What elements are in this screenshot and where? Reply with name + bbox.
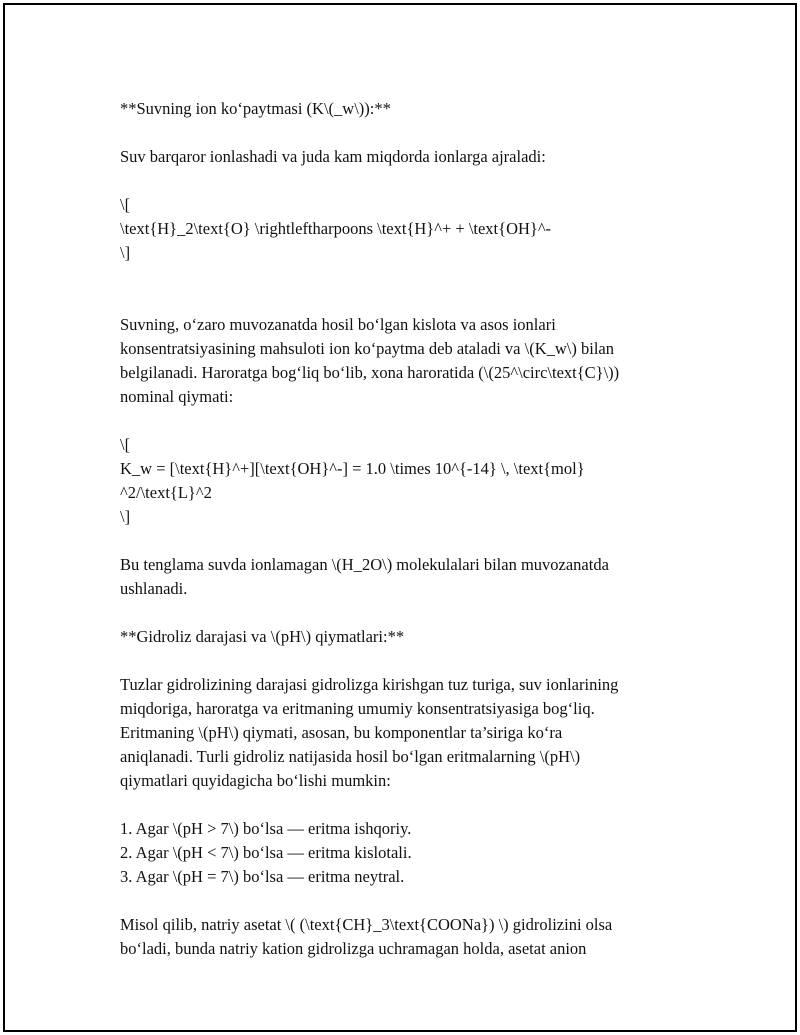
list-item: 1. Agar \(pH > 7\) bo‘lsa — eritma ishqoriy. <box>120 819 412 838</box>
section-heading: **Gidroliz darajasi va \(pH\) qiymatlari:** <box>120 627 405 646</box>
paragraph-line: Suvning, o‘zaro muvozanatda hosil bo‘lgan kislota va asos ionlari <box>120 315 556 334</box>
paragraph-line: bo‘ladi, bunda natriy kation gidrolizga uchramagan holda, asetat anion <box>120 939 587 958</box>
spacer <box>120 289 700 313</box>
list-item: 3. Agar \(pH = 7\) bo‘lsa — eritma neytral. <box>120 867 405 886</box>
paragraph-line: Bu tenglama suvda ionlamagan \(H_2O\) molekulalari bilan muvozanatda <box>120 555 609 574</box>
paragraph-line: konsentratsiyasining mahsuloti ion ko‘paytma deb ataladi va \(K_w\) bilan <box>120 339 614 358</box>
equation-line: \[ <box>120 435 131 454</box>
paragraph-line: nominal qiymati: <box>120 387 234 406</box>
paragraph-line: belgilanadi. Haroratga bog‘liq bo‘lib, xona haroratida (\(25^\circ\text{C}\)) <box>120 363 620 382</box>
spacer <box>120 121 700 145</box>
spacer <box>120 601 700 625</box>
equation-line: \] <box>120 507 131 526</box>
paragraph-line: Misol qilib, natriy asetat \( (\text{CH}_3\text{COONa}) \) gidrolizini olsa <box>120 915 613 934</box>
spacer <box>120 265 700 289</box>
spacer <box>120 529 700 553</box>
paragraph-line: Suv barqaror ionlashadi va juda kam miqdorda ionlarga ajraladi: <box>120 147 546 166</box>
equation-line: \[ <box>120 195 131 214</box>
paragraph-line: aniqlanadi. Turli gidroliz natijasida hosil bo‘lgan eritmalarning \(pH\) <box>120 747 581 766</box>
document-body <box>120 97 700 961</box>
paragraph-line: Tuzlar gidrolizining darajasi gidrolizga kirishgan tuz turiga, suv ionlarining <box>120 675 619 694</box>
paragraph-line: Eritmaning \(pH\) qiymati, asosan, bu komponentlar ta’siriga ko‘ra <box>120 723 563 742</box>
spacer <box>120 793 700 817</box>
paragraph-line: qiymatlari quyidagicha bo‘lishi mumkin: <box>120 771 391 790</box>
equation-line: K_w = [\text{H}^+][\text{OH}^-] = 1.0 \times 10^{-14} \, \text{mol} <box>120 459 585 478</box>
equation-line: \text{H}_2\text{O} \rightleftharpoons \text{H}^+ + \text{OH}^- <box>120 219 552 238</box>
spacer <box>120 169 700 193</box>
paragraph-line: miqdoriga, haroratga va eritmaning umumiy konsentratsiyasiga bog‘liq. <box>120 699 595 718</box>
equation-line: ^2/\text{L}^2 <box>120 483 212 502</box>
equation-line: \] <box>120 243 131 262</box>
spacer <box>120 889 700 913</box>
section-heading: **Suvning ion ko‘paytmasi (K\(_w\)):** <box>120 99 391 118</box>
page-frame <box>3 3 797 1032</box>
paragraph-line: ushlanadi. <box>120 579 188 598</box>
spacer <box>120 409 700 433</box>
list-item: 2. Agar \(pH < 7\) bo‘lsa — eritma kislotali. <box>120 843 412 862</box>
spacer <box>120 649 700 673</box>
